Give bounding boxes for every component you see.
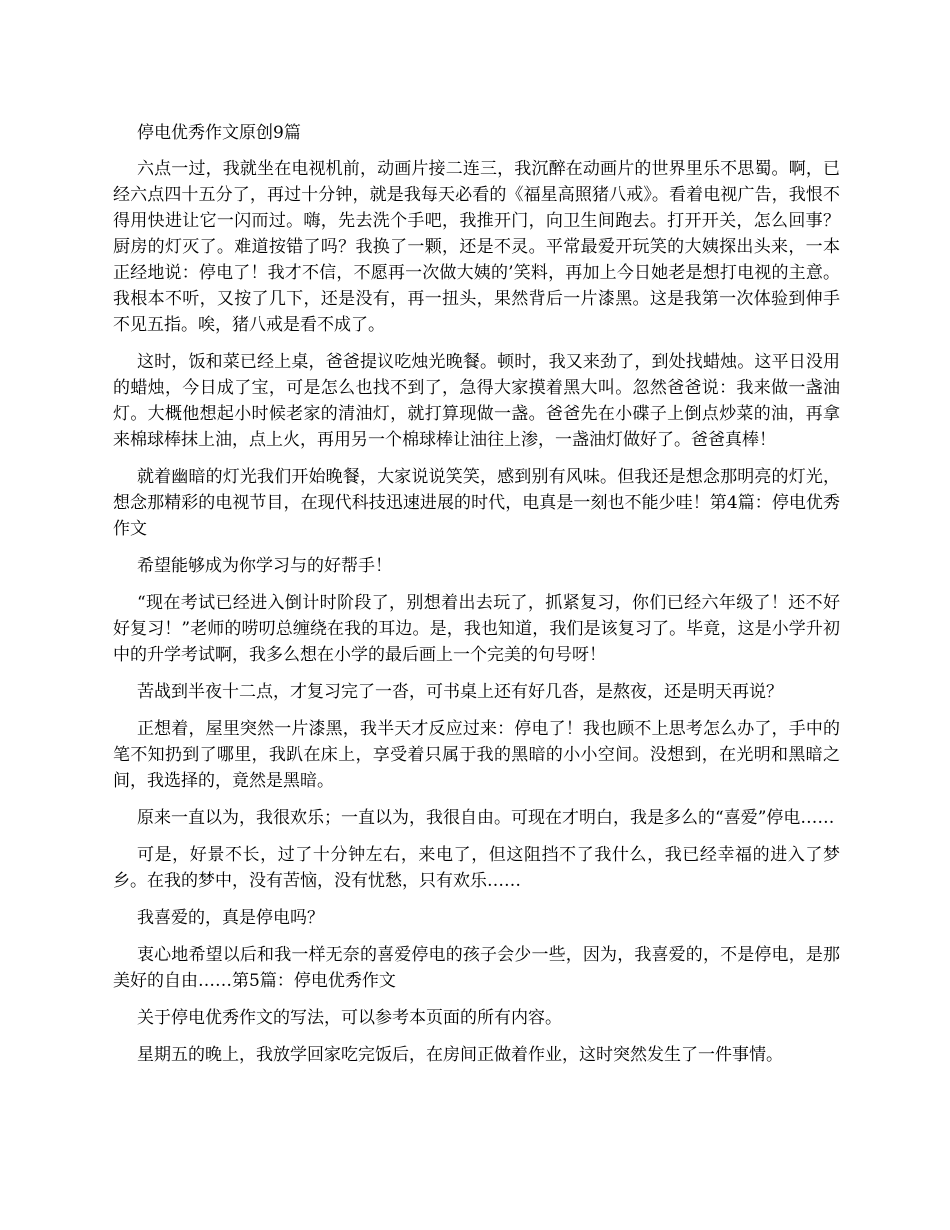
paragraph: 正想着，屋里突然一片漆黑，我半天才反应过来：停电了！我也顾不上思考怎么办了，手中的笔不知扔到了哪里，我趴在床上，享受着只属于我的黑暗的小小空间。没想到，在光明和黑暗之间，我选择的，竟然是黑暗。 xyxy=(113,719,840,791)
paragraph: 六点一过，我就坐在电视机前，动画片接二连三，我沉醉在动画片的世界里乐不思蜀。啊，已经六点四十五分了，再过十分钟，就是我每天必看的《福星高照猪八戒》。看着电视广告，我恨不得用快进让它一闪而过。嗨，先去洗个手吧，我推开门，向卫生间跑去。打开开关，怎么回事？厨房的灯灭了。难道按错了吗？我换了一颗，还是不灵。平常最爱开玩笑的大姨探出头来，一本正经地说：停电了！我才不信，不愿再一次做大姨的’笑料，再加上今日她老是想打电视的主意。我根本不听，又按了几下，还是没有，再一扭头，果然背后一片漆黑。这是我第一次体验到伸手不见五指。唉，猪八戒是看不成了。 xyxy=(113,159,840,335)
paragraph: 就着幽暗的灯光我们开始晚餐，大家说说笑笑，感到别有风味。但我还是想念那明亮的灯光，想念那精彩的电视节目，在现代科技迅速进展的时代，电真是一刻也不能少哇！第4篇：停电优秀作文 xyxy=(113,467,840,539)
paragraph: 苦战到半夜十二点，才复习完了一沓，可书桌上还有好几沓，是熬夜，还是明天再说？ xyxy=(137,682,783,702)
paragraph: 希望能够成为你学习与的好帮手！ xyxy=(137,556,392,576)
paragraph: 原来一直以为，我很欢乐；一直以为，我很自由。可现在才明白，我是多么的“喜爱”停电…… xyxy=(137,808,835,828)
paragraph: 我喜爱的，真是停电吗？ xyxy=(137,908,324,928)
paragraph: 星期五的晚上，我放学回家吃完饭后，在房间正做着作业，这时突然发生了一件事情。 xyxy=(137,1045,783,1065)
paragraph: 这时，饭和菜已经上桌，爸爸提议吃烛光晚餐。顿时，我又来劲了，到处找蜡烛。这平日没用的蜡烛，今日成了宝，可是怎么也找不到了，急得大家摸着黑大叫。忽然爸爸说：我来做一盏油灯。大概他想起小时候老家的清油灯，就打算现做一盏。爸爸先在小碟子上倒点炒菜的油，再拿来棉球棒抹上油，点上火，再用另一个棉球棒让油往上渗，一盏油灯做好了。爸爸真棒！ xyxy=(113,352,840,450)
paragraph: “现在考试已经进入倒计时阶段了，别想着出去玩了，抓紧复习，你们已经六年级了！还不好好复习！”老师的唠叨总缠绕在我的耳边。是，我也知道，我们是该复习了。毕竟，这是小学升初中的升学考试啊，我多么想在小学的最后画上一个完美的句号呀！ xyxy=(113,593,840,665)
document-page xyxy=(113,120,840,1079)
paragraph: 衷心地希望以后和我一样无奈的喜爱停电的孩子会少一些，因为，我喜爱的，不是停电，是那美好的自由……第5篇：停电优秀作文 xyxy=(113,945,840,991)
paragraph: 关于停电优秀作文的写法，可以参考本页面的所有内容。 xyxy=(137,1008,562,1028)
paragraph: 可是，好景不长，过了十分钟左右，来电了，但这阻挡不了我什么，我已经幸福的进入了梦乡。在我的梦中，没有苦恼，没有忧愁，只有欢乐…… xyxy=(113,845,840,891)
document-title: 停电优秀作文原创9篇 xyxy=(137,123,301,143)
